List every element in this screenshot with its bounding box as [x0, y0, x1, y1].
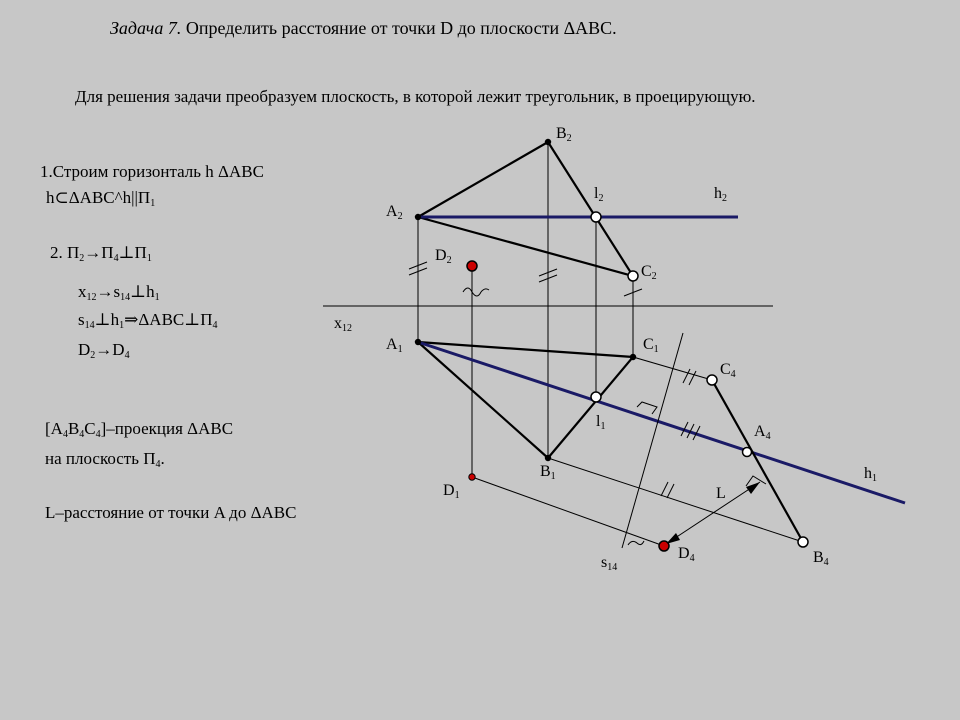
label-x12: $x_{12}$ — [334, 315, 352, 334]
point-l2 — [591, 212, 601, 222]
point-b1 — [545, 455, 551, 461]
point-c1 — [630, 354, 636, 360]
tilde-mark-d4 — [628, 541, 644, 545]
label-s14: $s_{14}$ — [601, 554, 618, 573]
label-d4: $D_4$ — [678, 545, 695, 564]
step-3: $x_{12}\to s_{14}\perp h_1$ — [78, 282, 160, 303]
plane-edge-projection — [712, 380, 803, 542]
step-1-line-2: $h\subset\Delta ABC\^{}h||\Pi_1$ — [46, 188, 156, 209]
point-d4 — [659, 541, 669, 551]
task-statement: Определить расстояние от точки D до плоскости ΔABC. — [185, 18, 617, 38]
label-b4: $B_4$ — [813, 549, 829, 568]
horizontal-h1 — [418, 342, 905, 503]
point-a2 — [415, 214, 421, 220]
label-b2: $B_2$ — [556, 125, 572, 144]
label-l: L — [716, 485, 726, 502]
step-2: 2. $\Pi_2\to\Pi_4\perp\Pi_1$ — [50, 243, 152, 264]
intro-text: Для решения задачи преобразуем плоскость, в которой лежит треугольник, в проецирующую. — [75, 87, 756, 106]
point-l1 — [591, 392, 601, 402]
connector-d — [472, 477, 664, 546]
label-a4: $A_4$ — [754, 423, 771, 442]
right-angle-s14 — [637, 402, 657, 414]
step-1-line-1: 1.Строим горизонталь h ΔABC — [40, 162, 264, 181]
step-4: $s_{14}\perp h_1\Rightarrow\Delta ABC\perp\Pi_4$ — [78, 310, 218, 331]
tilde-mark-d — [463, 288, 489, 296]
label-c2: $C_2$ — [641, 263, 657, 282]
label-b1: $B_1$ — [540, 463, 556, 482]
point-a1 — [415, 339, 421, 345]
label-d1: $D_1$ — [443, 482, 460, 501]
step-6: $[A_4B_4C_4]$–проекция ΔABC — [45, 419, 234, 440]
task-number: Задача 7. — [110, 18, 182, 38]
point-c4 — [707, 375, 717, 385]
tick-marks-vertical — [409, 262, 642, 296]
label-h2: $h_2$ — [714, 185, 727, 204]
point-d1 — [469, 474, 475, 480]
axis-s14-line — [622, 333, 683, 548]
point-b4 — [798, 537, 808, 547]
point-d2 — [467, 261, 477, 271]
step-5: $D_2\to D_4$ — [78, 340, 130, 361]
point-a4 — [743, 448, 752, 457]
label-a2: $A_2$ — [386, 203, 403, 222]
distance-l-line — [666, 482, 760, 544]
point-c2 — [628, 271, 638, 281]
label-c1: $C_1$ — [643, 336, 659, 355]
step-8: L–расстояние от точки A до ΔABC — [45, 503, 297, 522]
connector-c — [633, 357, 712, 380]
label-l1: $l_1$ — [596, 413, 606, 432]
step-7: на плоскость $\Pi_4$. — [45, 449, 165, 470]
label-a1: $A_1$ — [386, 336, 403, 355]
point-b2 — [545, 139, 551, 145]
connector-b — [548, 458, 803, 542]
label-c4: $C_4$ — [720, 361, 736, 380]
label-d2: $D_2$ — [435, 247, 452, 266]
label-l2: $l_2$ — [594, 185, 604, 204]
label-h1: $h_1$ — [864, 465, 877, 484]
